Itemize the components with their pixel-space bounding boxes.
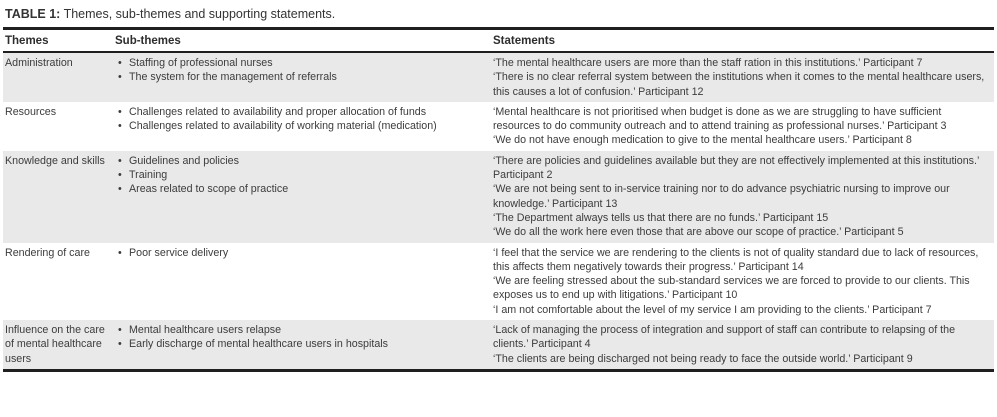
table-row bbox=[3, 243, 994, 320]
statement-text: ‘We do not have enough medication to give to the mental healthcare users.’ Participant 8 bbox=[493, 134, 912, 147]
statement-text: ‘The mental healthcare users are more than the staff ration in this institutions.’ Participant 7 bbox=[493, 57, 923, 69]
statements-cell bbox=[491, 243, 994, 320]
col-header-statements: Statements bbox=[491, 29, 994, 53]
theme-cell: Knowledge and skills bbox=[5, 154, 105, 167]
subtheme-item: • Challenges related to availability and proper allocation of funds bbox=[115, 105, 485, 119]
statements-cell bbox=[491, 52, 994, 102]
subthemes-cell bbox=[113, 52, 491, 102]
statement-text: ‘There are policies and guidelines available but they are not effectively implemented at this institutions.’ Participant 2 bbox=[493, 154, 979, 182]
table-caption-label: TABLE 1: bbox=[5, 7, 61, 21]
theme-cell: Rendering of care bbox=[5, 246, 90, 259]
table-row bbox=[3, 52, 994, 102]
subthemes-cell bbox=[113, 320, 491, 370]
table-row bbox=[3, 320, 994, 370]
subtheme-item: • Mental healthcare users relapse bbox=[115, 323, 485, 337]
subtheme-item: • Guidelines and policies bbox=[115, 154, 485, 168]
subtheme-item: • Early discharge of mental healthcare users in hospitals bbox=[115, 337, 485, 351]
subtheme-list bbox=[115, 154, 485, 197]
subtheme-item: • Areas related to scope of practice bbox=[115, 182, 485, 196]
statement-text: ‘The Department always tells us that there are no funds.’ Participant 15 bbox=[493, 211, 829, 224]
theme-cell: Resources bbox=[5, 105, 57, 118]
subtheme-item: • The system for the management of referrals bbox=[115, 70, 485, 84]
subtheme-item: • Poor service delivery bbox=[115, 246, 485, 260]
subtheme-item: • Challenges related to availability of working material (medication) bbox=[115, 119, 485, 133]
subtheme-list bbox=[115, 105, 485, 134]
statement-text: ‘We are not being sent to in-service training nor to do advance psychiatric nursing to improve our knowledge.’ Participant 13 bbox=[493, 183, 950, 210]
table-header-row bbox=[3, 29, 994, 53]
statements-cell bbox=[491, 320, 994, 370]
subthemes-cell bbox=[113, 102, 491, 151]
table-row bbox=[3, 102, 994, 151]
subtheme-item: • Staffing of professional nurses bbox=[115, 56, 485, 70]
table-row bbox=[3, 151, 994, 243]
subtheme-list bbox=[115, 246, 485, 260]
subthemes-cell bbox=[113, 243, 491, 320]
theme-cell: Influence on the care of mental healthcare users bbox=[5, 324, 105, 365]
statement-text: ‘There is no clear referral system between the institutions when it comes to the mental healthcare users, this causes a lot of confusion.’ Participant 12 bbox=[493, 71, 985, 98]
table-caption-text: Themes, sub-themes and supporting statements. bbox=[60, 7, 336, 21]
statement-text: ‘We do all the work here even those that are above our scope of practice.’ Participant 5 bbox=[493, 226, 904, 239]
subtheme-list bbox=[115, 56, 485, 85]
statement-text: ‘We are feeling stressed about the sub-standard services we are forced to provide to our clients. This exposes us to end up with litigations.’ Participant 10 bbox=[493, 275, 970, 302]
statement-text: ‘Mental healthcare is not prioritised when budget is done as we are struggling to have sufficient resources to do community outreach and to attend training as professional nurses.’ Participant 3 bbox=[493, 105, 947, 133]
theme-cell: Administration bbox=[5, 57, 73, 69]
statement-text: ‘I am not comfortable about the level of my service I am providing to the clients.’ Participant 7 bbox=[493, 303, 932, 316]
col-header-subthemes: Sub-themes bbox=[113, 29, 491, 53]
statements-cell bbox=[491, 151, 994, 243]
table-caption bbox=[5, 7, 997, 21]
statements-cell bbox=[491, 102, 994, 151]
statement-text: ‘The clients are being discharged not being ready to face the outside world.’ Participant 9 bbox=[493, 352, 913, 365]
subtheme-list bbox=[115, 323, 485, 352]
subtheme-item: • Training bbox=[115, 168, 485, 182]
themes-table bbox=[3, 27, 994, 372]
subthemes-cell bbox=[113, 151, 491, 243]
statement-text: ‘Lack of managing the process of integration and support of staff can contribute to relapsing of the clients.’ Participant 4 bbox=[493, 324, 956, 351]
col-header-themes: Themes bbox=[3, 29, 113, 53]
statement-text: ‘I feel that the service we are rendering to the clients is not of quality standard due to lack of resources, this affects them negatively towards their progress.’ Participant 14 bbox=[493, 246, 979, 273]
